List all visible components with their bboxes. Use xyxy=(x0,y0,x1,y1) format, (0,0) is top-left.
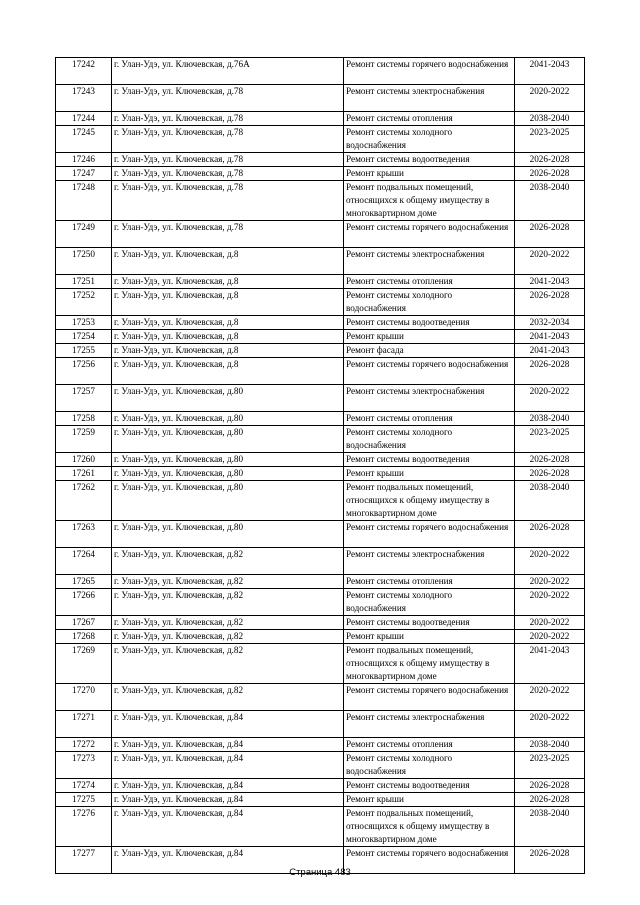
work-type-cell: Ремонт системы электроснабжения xyxy=(344,548,515,575)
period-cell: 2041-2043 xyxy=(515,644,585,684)
period-cell: 2020-2022 xyxy=(515,248,585,275)
table-row xyxy=(56,467,585,481)
address-cell: г. Улан-Удэ, ул. Ключевская, д.76А xyxy=(112,58,344,85)
table-row xyxy=(56,793,585,807)
address-cell: г. Улан-Удэ, ул. Ключевская, д.82 xyxy=(112,684,344,711)
work-type-cell: Ремонт подвальных помещений, относящихся к общему имуществу в многоквартирном доме xyxy=(344,644,515,684)
work-type-cell: Ремонт системы холодного водоснабжения xyxy=(344,126,515,153)
work-type-cell: Ремонт крыши xyxy=(344,330,515,344)
period-cell: 2026-2028 xyxy=(515,521,585,548)
address-cell: г. Улан-Удэ, ул. Ключевская, д.82 xyxy=(112,616,344,630)
table-row xyxy=(56,711,585,738)
period-cell: 2038-2040 xyxy=(515,738,585,752)
period-cell: 2023-2025 xyxy=(515,752,585,779)
address-cell: г. Улан-Удэ, ул. Ключевская, д.8 xyxy=(112,248,344,275)
table-row xyxy=(56,85,585,112)
row-id-cell: 17276 xyxy=(56,807,112,847)
period-cell: 2038-2040 xyxy=(515,112,585,126)
period-cell: 2041-2043 xyxy=(515,344,585,358)
address-cell: г. Улан-Удэ, ул. Ключевская, д.78 xyxy=(112,112,344,126)
table-row xyxy=(56,344,585,358)
period-cell: 2041-2043 xyxy=(515,58,585,85)
work-type-cell: Ремонт системы холодного водоснабжения xyxy=(344,752,515,779)
address-cell: г. Улан-Удэ, ул. Ключевская, д.82 xyxy=(112,575,344,589)
table-row xyxy=(56,548,585,575)
table-row xyxy=(56,289,585,316)
address-cell: г. Улан-Удэ, ул. Ключевская, д.78 xyxy=(112,167,344,181)
work-type-cell: Ремонт системы водоотведения xyxy=(344,153,515,167)
address-cell: г. Улан-Удэ, ул. Ключевская, д.84 xyxy=(112,738,344,752)
row-id-cell: 17268 xyxy=(56,630,112,644)
row-id-cell: 17244 xyxy=(56,112,112,126)
work-type-cell: Ремонт крыши xyxy=(344,167,515,181)
work-type-cell: Ремонт системы водоотведения xyxy=(344,316,515,330)
work-type-cell: Ремонт системы горячего водоснабжения xyxy=(344,58,515,85)
row-id-cell: 17274 xyxy=(56,779,112,793)
work-type-cell: Ремонт системы отопления xyxy=(344,575,515,589)
period-cell: 2041-2043 xyxy=(515,330,585,344)
period-cell: 2038-2040 xyxy=(515,481,585,521)
table-row xyxy=(56,181,585,221)
table-row xyxy=(56,453,585,467)
table-row xyxy=(56,644,585,684)
address-cell: г. Улан-Удэ, ул. Ключевская, д.82 xyxy=(112,630,344,644)
row-id-cell: 17265 xyxy=(56,575,112,589)
address-cell: г. Улан-Удэ, ул. Ключевская, д.78 xyxy=(112,221,344,248)
period-cell: 2020-2022 xyxy=(515,85,585,112)
address-cell: г. Улан-Удэ, ул. Ключевская, д.80 xyxy=(112,481,344,521)
period-cell: 2038-2040 xyxy=(515,412,585,426)
period-cell: 2020-2022 xyxy=(515,630,585,644)
work-type-cell: Ремонт фасада xyxy=(344,344,515,358)
row-id-cell: 17245 xyxy=(56,126,112,153)
address-cell: г. Улан-Удэ, ул. Ключевская, д.84 xyxy=(112,779,344,793)
row-id-cell: 17275 xyxy=(56,793,112,807)
work-type-cell: Ремонт системы холодного водоснабжения xyxy=(344,589,515,616)
address-cell: г. Улан-Удэ, ул. Ключевская, д.78 xyxy=(112,153,344,167)
period-cell: 2020-2022 xyxy=(515,385,585,412)
work-type-cell: Ремонт системы водоотведения xyxy=(344,616,515,630)
table-row xyxy=(56,521,585,548)
address-cell: г. Улан-Удэ, ул. Ключевская, д.78 xyxy=(112,126,344,153)
table-row xyxy=(56,412,585,426)
row-id-cell: 17263 xyxy=(56,521,112,548)
table-row xyxy=(56,738,585,752)
period-cell: 2026-2028 xyxy=(515,779,585,793)
work-type-cell: Ремонт системы электроснабжения xyxy=(344,385,515,412)
work-type-cell: Ремонт крыши xyxy=(344,467,515,481)
table-row xyxy=(56,275,585,289)
row-id-cell: 17259 xyxy=(56,426,112,453)
table-row xyxy=(56,684,585,711)
table-row xyxy=(56,153,585,167)
table-row xyxy=(56,589,585,616)
table-row xyxy=(56,779,585,793)
row-id-cell: 17257 xyxy=(56,385,112,412)
address-cell: г. Улан-Удэ, ул. Ключевская, д.8 xyxy=(112,316,344,330)
address-cell: г. Улан-Удэ, ул. Ключевская, д.84 xyxy=(112,793,344,807)
row-id-cell: 17262 xyxy=(56,481,112,521)
period-cell: 2038-2040 xyxy=(515,807,585,847)
table-row xyxy=(56,248,585,275)
address-cell: г. Улан-Удэ, ул. Ключевская, д.84 xyxy=(112,711,344,738)
period-cell: 2026-2028 xyxy=(515,167,585,181)
address-cell: г. Улан-Удэ, ул. Ключевская, д.84 xyxy=(112,807,344,847)
table-row xyxy=(56,316,585,330)
work-type-cell: Ремонт подвальных помещений, относящихся к общему имуществу в многоквартирном доме xyxy=(344,181,515,221)
work-type-cell: Ремонт системы горячего водоснабжения xyxy=(344,847,515,874)
period-cell: 2026-2028 xyxy=(515,467,585,481)
row-id-cell: 17249 xyxy=(56,221,112,248)
row-id-cell: 17247 xyxy=(56,167,112,181)
period-cell: 2023-2025 xyxy=(515,426,585,453)
table-row xyxy=(56,807,585,847)
address-cell: г. Улан-Удэ, ул. Ключевская, д.78 xyxy=(112,181,344,221)
work-type-cell: Ремонт системы отопления xyxy=(344,112,515,126)
address-cell: г. Улан-Удэ, ул. Ключевская, д.82 xyxy=(112,589,344,616)
address-cell: г. Улан-Удэ, ул. Ключевская, д.80 xyxy=(112,467,344,481)
table-row xyxy=(56,575,585,589)
address-cell: г. Улан-Удэ, ул. Ключевская, д.8 xyxy=(112,289,344,316)
row-id-cell: 17252 xyxy=(56,289,112,316)
row-id-cell: 17253 xyxy=(56,316,112,330)
row-id-cell: 17266 xyxy=(56,589,112,616)
address-cell: г. Улан-Удэ, ул. Ключевская, д.80 xyxy=(112,426,344,453)
period-cell: 2020-2022 xyxy=(515,589,585,616)
address-cell: г. Улан-Удэ, ул. Ключевская, д.8 xyxy=(112,330,344,344)
period-cell: 2026-2028 xyxy=(515,793,585,807)
row-id-cell: 17242 xyxy=(56,58,112,85)
table-row xyxy=(56,58,585,85)
period-cell: 2020-2022 xyxy=(515,616,585,630)
address-cell: г. Улан-Удэ, ул. Ключевская, д.80 xyxy=(112,521,344,548)
row-id-cell: 17272 xyxy=(56,738,112,752)
period-cell: 2041-2043 xyxy=(515,275,585,289)
table-row xyxy=(56,752,585,779)
work-type-cell: Ремонт системы холодного водоснабжения xyxy=(344,289,515,316)
work-type-cell: Ремонт подвальных помещений, относящихся к общему имуществу в многоквартирном доме xyxy=(344,807,515,847)
work-type-cell: Ремонт системы отопления xyxy=(344,412,515,426)
period-cell: 2023-2025 xyxy=(515,126,585,153)
row-id-cell: 17246 xyxy=(56,153,112,167)
work-type-cell: Ремонт подвальных помещений, относящихся к общему имуществу в многоквартирном доме xyxy=(344,481,515,521)
address-cell: г. Улан-Удэ, ул. Ключевская, д.8 xyxy=(112,358,344,385)
address-cell: г. Улан-Удэ, ул. Ключевская, д.8 xyxy=(112,344,344,358)
row-id-cell: 17269 xyxy=(56,644,112,684)
period-cell: 2020-2022 xyxy=(515,575,585,589)
table-row xyxy=(56,112,585,126)
period-cell: 2026-2028 xyxy=(515,453,585,467)
address-cell: г. Улан-Удэ, ул. Ключевская, д.84 xyxy=(112,752,344,779)
work-type-cell: Ремонт системы водоотведения xyxy=(344,453,515,467)
row-id-cell: 17271 xyxy=(56,711,112,738)
work-type-cell: Ремонт системы отопления xyxy=(344,275,515,289)
row-id-cell: 17251 xyxy=(56,275,112,289)
address-cell: г. Улан-Удэ, ул. Ключевская, д.82 xyxy=(112,644,344,684)
row-id-cell: 17255 xyxy=(56,344,112,358)
row-id-cell: 17267 xyxy=(56,616,112,630)
work-type-cell: Ремонт системы горячего водоснабжения xyxy=(344,684,515,711)
row-id-cell: 17254 xyxy=(56,330,112,344)
table-row xyxy=(56,330,585,344)
table-row xyxy=(56,126,585,153)
table-row xyxy=(56,385,585,412)
table-body xyxy=(56,58,585,874)
work-type-cell: Ремонт системы водоотведения xyxy=(344,779,515,793)
table-row xyxy=(56,426,585,453)
row-id-cell: 17270 xyxy=(56,684,112,711)
period-cell: 2020-2022 xyxy=(515,548,585,575)
row-id-cell: 17260 xyxy=(56,453,112,467)
work-type-cell: Ремонт системы горячего водоснабжения xyxy=(344,358,515,385)
address-cell: г. Улан-Удэ, ул. Ключевская, д.84 xyxy=(112,847,344,874)
row-id-cell: 17277 xyxy=(56,847,112,874)
table-row xyxy=(56,630,585,644)
row-id-cell: 17256 xyxy=(56,358,112,385)
row-id-cell: 17243 xyxy=(56,85,112,112)
row-id-cell: 17273 xyxy=(56,752,112,779)
period-cell: 2038-2040 xyxy=(515,181,585,221)
work-type-cell: Ремонт системы электроснабжения xyxy=(344,711,515,738)
period-cell: 2026-2028 xyxy=(515,289,585,316)
address-cell: г. Улан-Удэ, ул. Ключевская, д.80 xyxy=(112,385,344,412)
row-id-cell: 17261 xyxy=(56,467,112,481)
work-type-cell: Ремонт системы горячего водоснабжения xyxy=(344,521,515,548)
address-cell: г. Улан-Удэ, ул. Ключевская, д.8 xyxy=(112,275,344,289)
table-row xyxy=(56,358,585,385)
work-type-cell: Ремонт системы электроснабжения xyxy=(344,248,515,275)
address-cell: г. Улан-Удэ, ул. Ключевская, д.78 xyxy=(112,85,344,112)
row-id-cell: 17264 xyxy=(56,548,112,575)
page-number: Страница 483 xyxy=(289,867,351,878)
address-cell: г. Улан-Удэ, ул. Ключевская, д.80 xyxy=(112,412,344,426)
work-type-cell: Ремонт системы горячего водоснабжения xyxy=(344,221,515,248)
period-cell: 2026-2028 xyxy=(515,847,585,874)
address-cell: г. Улан-Удэ, ул. Ключевская, д.82 xyxy=(112,548,344,575)
table-row xyxy=(56,616,585,630)
table-row xyxy=(56,481,585,521)
work-type-cell: Ремонт системы отопления xyxy=(344,738,515,752)
row-id-cell: 17248 xyxy=(56,181,112,221)
period-cell: 2026-2028 xyxy=(515,153,585,167)
work-type-cell: Ремонт крыши xyxy=(344,793,515,807)
period-cell: 2032-2034 xyxy=(515,316,585,330)
period-cell: 2020-2022 xyxy=(515,711,585,738)
address-cell: г. Улан-Удэ, ул. Ключевская, д.80 xyxy=(112,453,344,467)
table-row xyxy=(56,167,585,181)
work-type-cell: Ремонт системы холодного водоснабжения xyxy=(344,426,515,453)
row-id-cell: 17258 xyxy=(56,412,112,426)
repair-schedule-table xyxy=(55,57,585,874)
period-cell: 2020-2022 xyxy=(515,684,585,711)
work-type-cell: Ремонт системы электроснабжения xyxy=(344,85,515,112)
period-cell: 2026-2028 xyxy=(515,221,585,248)
period-cell: 2026-2028 xyxy=(515,358,585,385)
work-type-cell: Ремонт крыши xyxy=(344,630,515,644)
table-row xyxy=(56,221,585,248)
row-id-cell: 17250 xyxy=(56,248,112,275)
